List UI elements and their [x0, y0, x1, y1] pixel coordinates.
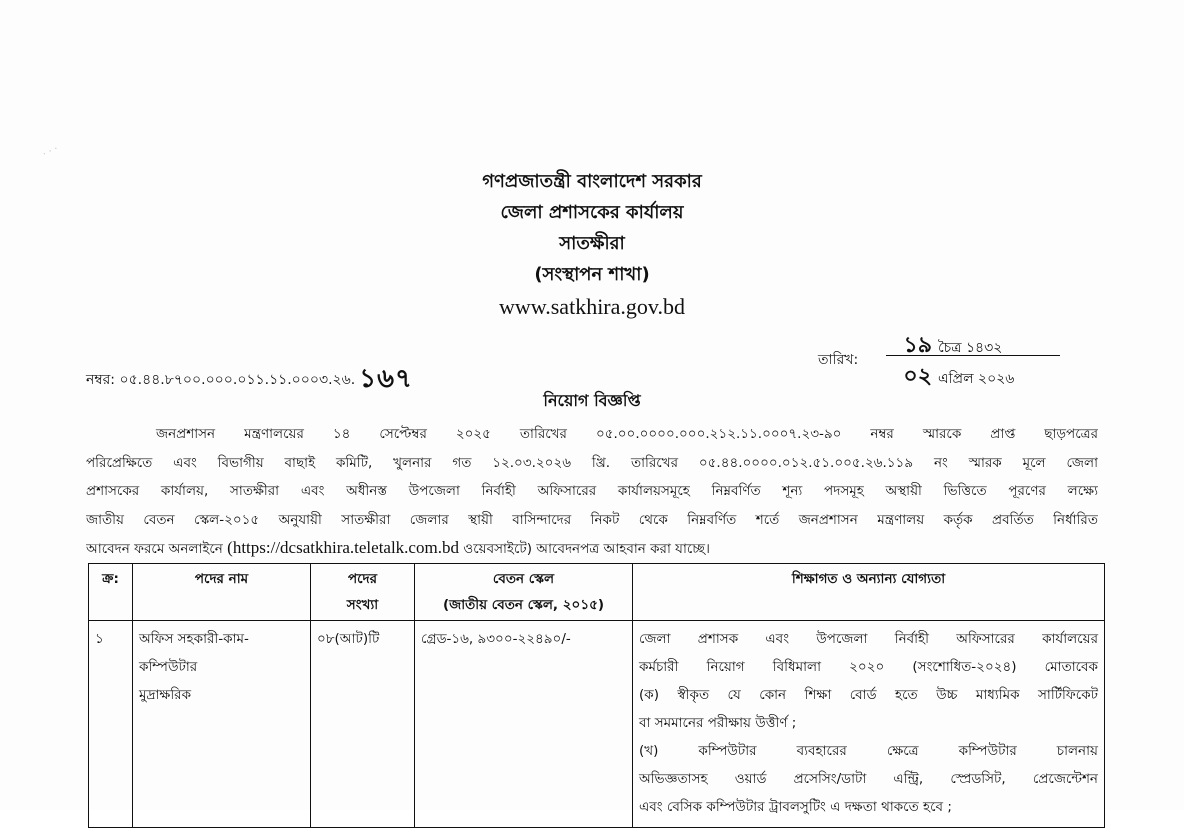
post-name-line: মুদ্রাক্ষরিক [139, 687, 192, 703]
notice-title: নিয়োগ বিজ্ঞপ্তি [543, 391, 641, 410]
bangla-day: ১৯ [903, 332, 932, 358]
body-line-suffix: ওয়েবসাইটে) আবেদনপত্র আহবান করা যাচ্ছে। [458, 541, 710, 557]
date-fraction [886, 328, 1060, 389]
date-block [818, 324, 1068, 389]
bangla-date [886, 328, 1060, 358]
office-name: জেলা প্রশাসকের কার্যালয় [500, 202, 684, 223]
scan-smudge: · · · [40, 143, 61, 161]
website-link[interactable]: www.satkhira.gov.bd [499, 294, 685, 319]
application-url[interactable]: (https://dcsatkhira.teletalk.com.bd [227, 538, 459, 557]
date-divider [886, 355, 1060, 356]
cell-post-count: ০৮(আট)টি [311, 621, 415, 828]
body-line-prefix: আবেদন ফরমে অনলাইনে [86, 541, 228, 557]
header-post-count-line1: পদের [347, 571, 378, 587]
government-name: গণপ্রজাতন্ত্রী বাংলাদেশ সরকার [482, 171, 702, 192]
memo-number-value: ০৫.৪৪.৮৭০০.০০০.০১১.১১.০০০৩.২৬. [119, 372, 356, 388]
cell-post-name [133, 621, 311, 828]
body-line: জনপ্রশাসন মন্ত্রণালয়ের ১৪ সেপ্টেম্বর ২০২৫ তারিখের ০৫.০০.০০০০.০০০.২১২.১১.০০০৭.২৩-৯০ নম্বর স্মারকে প্রাপ্ত ছাড়পত্রের [156, 426, 1098, 442]
memo-label: নম্বর: [86, 372, 116, 388]
qualification-line: কর্মচারী নিয়োগ বিধিমালা ২০২০ (সংশোধিত-২০২৪) মোতাবেক [639, 659, 1098, 675]
header-post-count-line2: সংখ্যা [346, 597, 379, 613]
qualification-line: বা সমমানের পরীক্ষায় উত্তীর্ণ ; [639, 715, 797, 731]
body-line [86, 534, 1098, 563]
qualification-line: (খ) কম্পিউটার ব্যবহারের ক্ষেত্রে কম্পিউটার চালনায় [639, 743, 1098, 759]
post-name-line: অফিস সহকারী-কাম- [139, 631, 249, 647]
notice-body [86, 420, 1098, 563]
post-name-line: কম্পিউটার [139, 659, 198, 675]
district-name: সাতক্ষীরা [559, 233, 625, 254]
header-qualification: শিক্ষাগত ও অন্যান্য যোগ্যতা [633, 564, 1105, 621]
qualification-line: (ক) স্বীকৃত যে কোন শিক্ষা বোর্ড হতে উচ্চ মাধ্যমিক সার্টিফিকেট [639, 687, 1098, 703]
body-line: জাতীয় বেতন স্কেল-২০১৫ অনুযায়ী সাতক্ষীরা জেলার স্থায়ী বাসিন্দাদের নিকট থেকে নিম্নবর্ণিত শর্তে জনপ্রশাসন মন্ত্রণালয় কর্তৃক প্রবর্তিত নির্ধারিত [86, 511, 1098, 528]
english-month-year: এপ্রিল ২০২৬ [938, 371, 1015, 387]
cell-pay-scale: গ্রেড-১৬, ৯৩০০-২২৪৯০/- [415, 621, 633, 828]
posts-table [88, 563, 1105, 828]
date-label: তারিখ: [818, 352, 859, 368]
body-line: পরিপ্রেক্ষিতে এবং বিভাগীয় বাছাই কমিটি, খুলনার গত ১২.০৩.২০২৬ খ্রি. তারিখের ০৫.৪৪.০০০০.০১২.৫১.০০৫.২৬.১১৯ নং স্মারক মূলে জেলা [86, 454, 1098, 471]
table-header-row [89, 564, 1105, 621]
header-pay-scale [415, 564, 633, 621]
letterhead [380, 166, 804, 322]
header-pay-scale-line1: বেতন স্কেল [492, 571, 555, 587]
header-post-name: পদের নাম [133, 564, 311, 621]
handwritten-memo-suffix: ১৬৭ [359, 364, 413, 394]
qualification-line: অভিজ্ঞতাসহ ওয়ার্ড প্রসেসিং/ডাটা এন্ট্রি, স্প্রেডসিট, প্রেজেন্টেশন [639, 771, 1098, 787]
header-post-count [311, 564, 415, 621]
branch-name: (সংস্থাপন শাখা) [534, 264, 650, 285]
header-pay-scale-line2: (জাতীয় বেতন স্কেল, ২০১৫) [442, 597, 605, 613]
qualification-line: জেলা প্রশাসক এবং উপজেলা নির্বাহী অফিসারের কার্যালয়ের [639, 631, 1098, 647]
table-row [89, 621, 1105, 828]
body-line: প্রশাসকের কার্যালয়, সাতক্ষীরা এবং অধীনস্ত উপজেলা নির্বাহী অফিসারের কার্যালয়সমূহে নিম্নবর্ণিত শূন্য পদসমূহ অস্থায়ী ভিত্তিতে পূরণের লক্ষ্যে [86, 483, 1098, 499]
qualification-line: এবং বেসিক কম্পিউটার ট্রাবলসুটিং এ দক্ষতা থাকতে হবে ; [639, 799, 952, 815]
english-date [886, 359, 1060, 389]
header-serial: ক্র: [89, 564, 133, 621]
bangla-month-year: চৈত্র ১৪৩২ [938, 340, 1003, 356]
cell-serial: ১ [89, 621, 133, 828]
cell-qualification [633, 621, 1105, 828]
english-day: ০২ [903, 363, 932, 389]
